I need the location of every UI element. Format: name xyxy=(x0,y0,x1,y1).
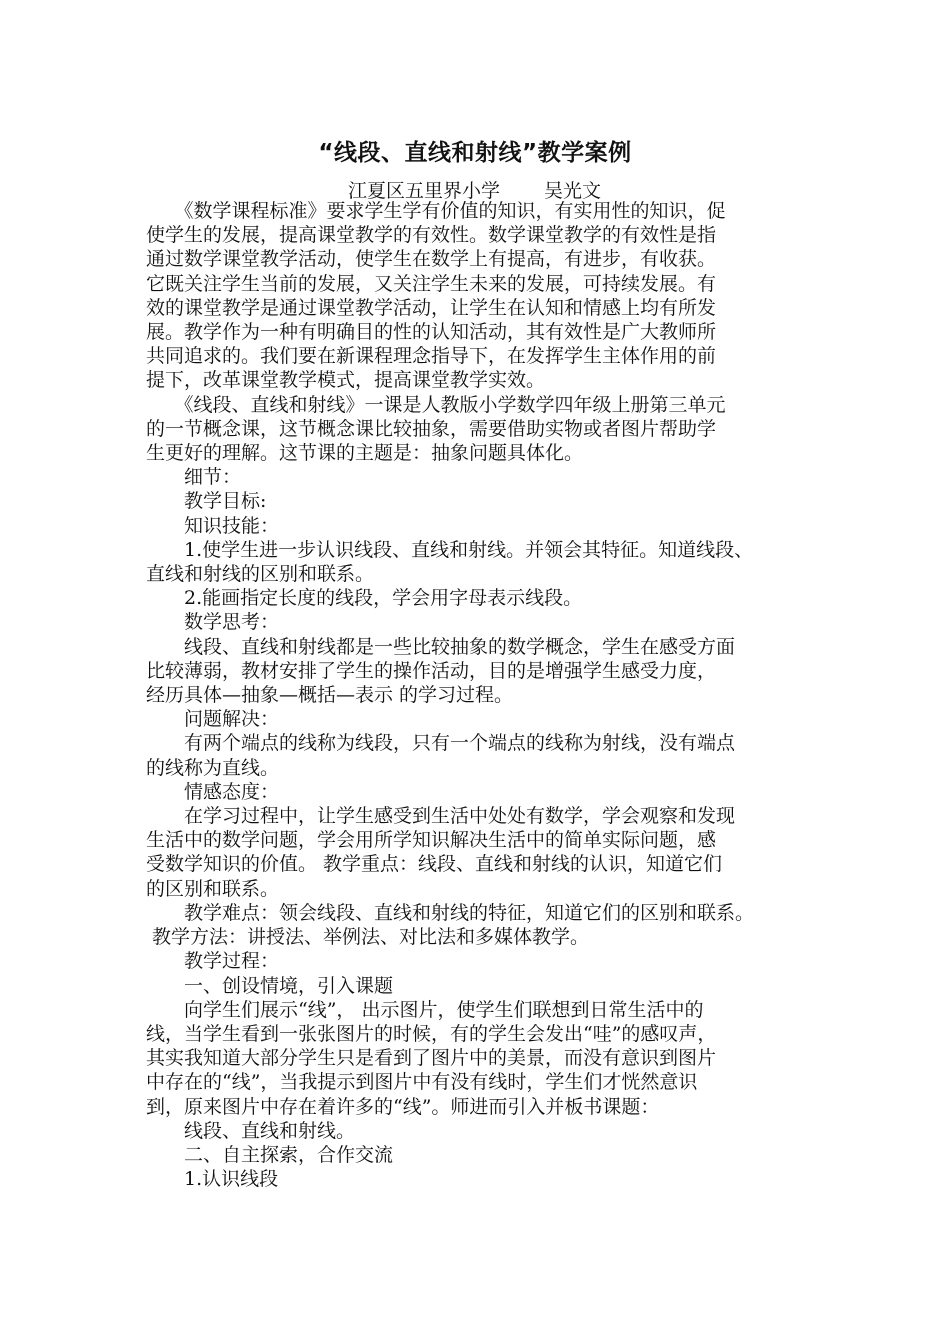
body-line: 效的课堂教学是通过课堂教学活动，让学生在认知和情感上均有所发 xyxy=(146,296,717,319)
body-line: 线，当学生看到一张张图片的时候，有的学生会发出“哇”的感叹声， xyxy=(146,1022,717,1045)
body-line: 《线段、直线和射线》一课是人教版小学数学四年级上册第三单元 xyxy=(146,393,726,416)
body-line: 的区别和联系。 xyxy=(146,877,280,900)
body-line: 通过数学课堂教学活动，使学生在数学上有提高，有进步，有收获。 xyxy=(146,248,717,271)
body-line: 1.使学生进一步认识线段、直线和射线。并领会其特征。知道线段、 xyxy=(146,538,754,561)
body-line: 向学生们展示“线”， 出示图片，使学生们联想到日常生活中的 xyxy=(146,998,704,1021)
body-line: 其实我知道大部分学生只是看到了图片中的美景，而没有意识到图片 xyxy=(146,1047,717,1070)
body-line: 有两个端点的线称为线段，只有一个端点的线称为射线，没有端点 xyxy=(146,732,736,755)
body-line: 使学生的发展，提高课堂教学的有效性。数学课堂教学的有效性是指 xyxy=(146,224,717,247)
body-line: 中存在的“线”，当我提示到图片中有没有线时，学生们才恍然意识 xyxy=(146,1071,698,1094)
body-line: 线段、直线和射线。 xyxy=(146,1119,356,1142)
body-line: 直线和射线的区别和联系。 xyxy=(146,563,375,586)
document-body xyxy=(146,199,810,1191)
body-line: 细节： xyxy=(146,466,242,489)
body-line: 的一节概念课，这节概念课比较抽象，需要借助实物或者图片帮助学 xyxy=(146,417,717,440)
body-line: 数学思考： xyxy=(146,611,280,634)
document-title: “线段、直线和射线”教学案例 xyxy=(318,140,632,166)
body-line: 线段、直线和射线都是一些比较抽象的数学概念，学生在感受方面 xyxy=(146,635,736,658)
body-line: 它既关注学生当前的发展，又关注学生未来的发展，可持续发展。有 xyxy=(146,272,717,295)
body-line: 《数学课程标准》要求学生学有价值的知识，有实用性的知识，促 xyxy=(146,200,726,222)
body-line: 教学难点：领会线段、直线和射线的特征，知道它们的区别和联系。 xyxy=(146,901,755,924)
body-line: 情感态度： xyxy=(146,780,280,803)
body-line: 二、自主探索，合作交流 xyxy=(146,1143,394,1166)
body-line: 2.能画指定长度的线段，学会用字母表示线段。 xyxy=(146,587,583,610)
body-line: 教学过程： xyxy=(146,950,280,973)
body-line: 1.认识线段 xyxy=(146,1168,279,1191)
body-line: 的线称为直线。 xyxy=(146,756,280,779)
body-line: 经历具体—抽象—概括—表示 的学习过程。 xyxy=(146,684,514,707)
body-line: 提下，改革课堂教学模式，提高课堂教学实效。 xyxy=(146,369,546,392)
body-line: 共同追求的。我们要在新课程理念指导下，在发挥学生主体作用的前 xyxy=(146,345,717,368)
body-line: 生活中的数学问题，学会用所学知识解决生活中的简单实际问题，感 xyxy=(146,829,717,852)
body-line: 比较薄弱，教材安排了学生的操作活动，目的是增强学生感受力度， xyxy=(146,659,717,682)
body-line: 受数学知识的价值。 教学重点：线段、直线和射线的认识，知道它们 xyxy=(146,853,723,876)
body-line: 教学方法：讲授法、举例法、对比法和多媒体教学。 xyxy=(146,926,590,949)
body-line: 展。教学作为一种有明确目的性的认知活动，其有效性是广大教师所 xyxy=(146,321,717,344)
body-line: 在学习过程中，让学生感受到生活中处处有数学，学会观察和发现 xyxy=(146,805,736,828)
body-line: 问题解决： xyxy=(146,708,280,731)
body-line: 教学目标: xyxy=(146,490,267,513)
author-line: 江夏区五里界小学 吴光文 xyxy=(348,180,602,202)
body-line: 到，原来图片中存在着许多的“线”。师进而引入并板书课题： xyxy=(146,1095,660,1118)
body-line: 生更好的理解。这节课的主题是：抽象问题具体化。 xyxy=(146,442,584,465)
body-line: 知识技能： xyxy=(146,514,280,537)
body-line: 一、创设情境，引入课题 xyxy=(146,974,394,997)
